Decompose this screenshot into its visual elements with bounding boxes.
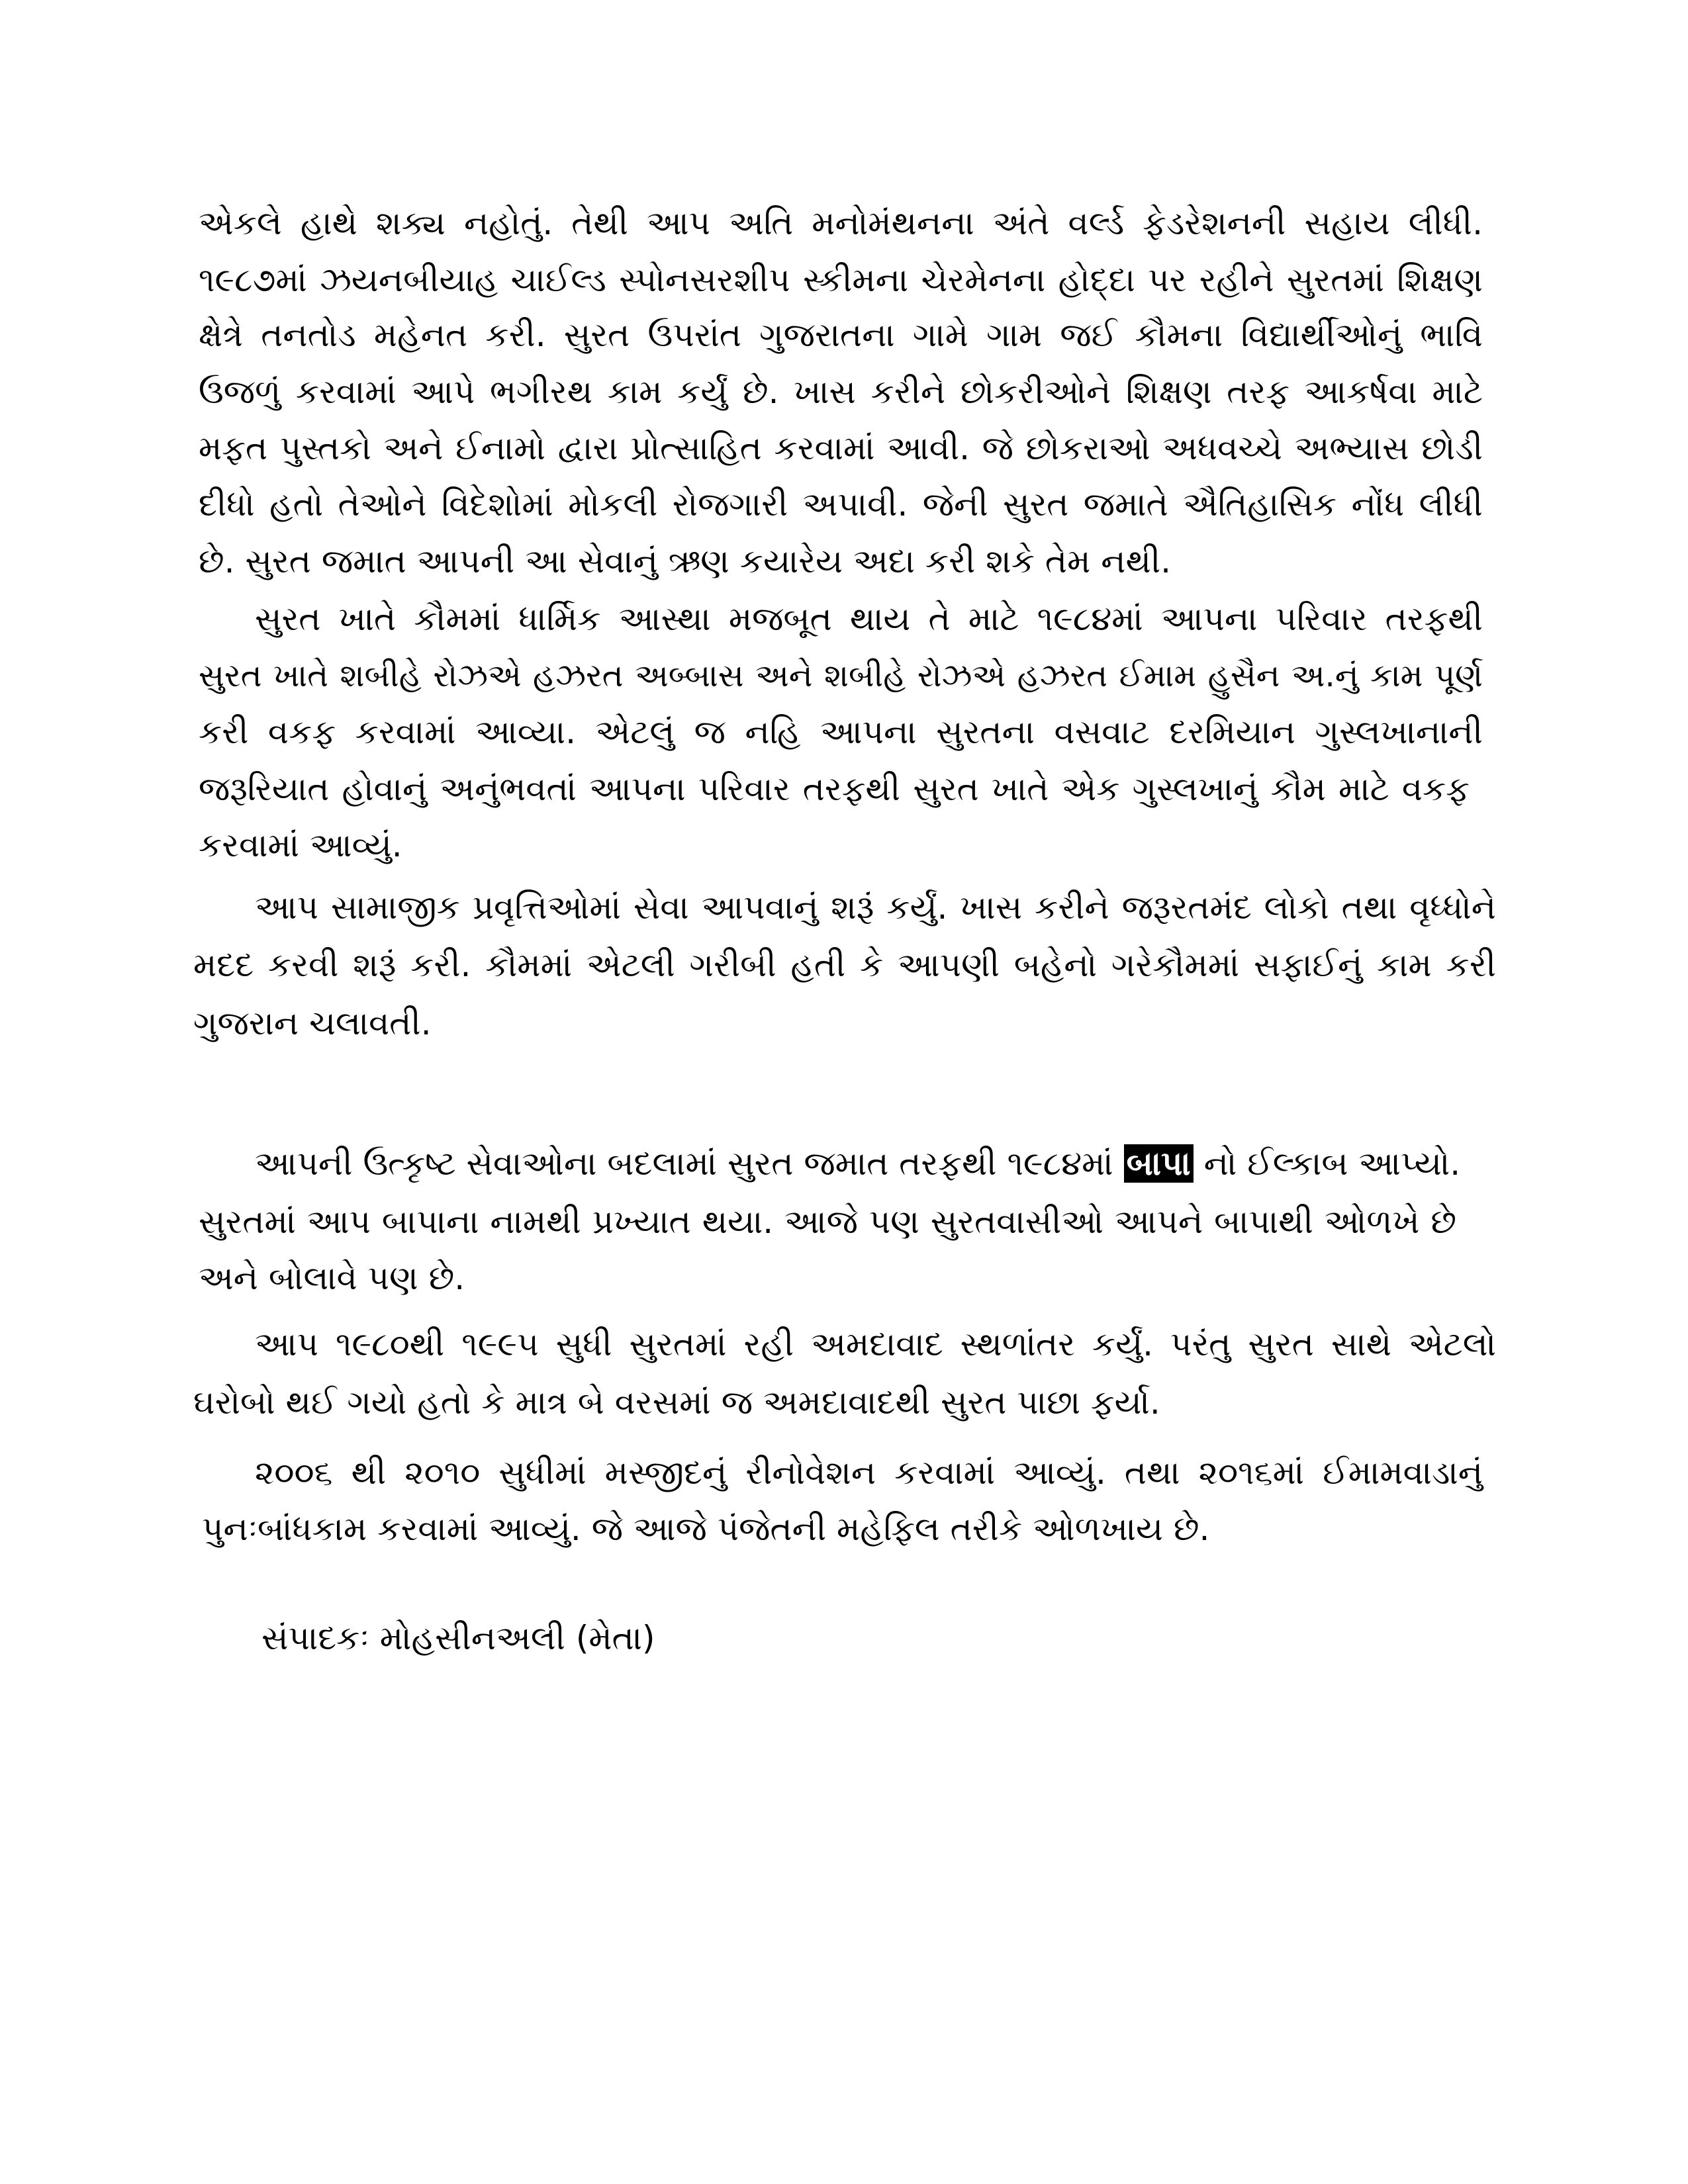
text-line: મફત પુસ્તકો અને ઈનામો દ્વારા પ્રોત્સાહિત કરવામાં આવી. જે છોકરાઓ અધવચ્ચે અભ્યાસ છોડી: [199, 429, 1483, 467]
text-line: ૨૦૦૬ થી ૨૦૧૦ સુધીમાં મસ્જીદનું રીનોવેશન કરવામાં આવ્યું. તથા ૨૦૧૬માં ઈમામવાડાનું: [255, 1453, 1483, 1492]
text-line: [255, 1144, 1479, 1183]
text-line: મદદ કરવી શરૂં કરી. કૌમમાં એટલી ગરીબી હતી કે આપણી બહેનો ગરેકૌમમાં સફાઈનું કામ કરી: [193, 946, 1496, 984]
text-line: દીધો હતો તેઓને વિદેશોમાં મોકલી રોજગારી અપાવી. જેની સુરત જમાતે ઐતિહાસિક નોંધ લીધી: [199, 485, 1483, 523]
editor-signature: સંપાદકઃ મોહસીનઅલી (મેતા): [261, 1619, 655, 1657]
text-line: છે. સુરત જમાત આપની આ સેવાનું ઋણ કયારેય અદા કરી શકે તેમ નથી.: [199, 542, 1172, 580]
text-line: કરવામાં આવ્યું.: [199, 826, 402, 864]
text-line: જરૂરિયાત હોવાનું અનુંભવતાં આપના પરિવાર તરફથી સુરત ખાતે એક ગુસ્લખાનું કૌમ માટે વકફ: [199, 770, 1470, 808]
text-line: ઘરોબો થઈ ગયો હતો કે માત્ર બે વરસમાં જ અમદાવાદથી સુરત પાછા ફર્યા.: [193, 1383, 1160, 1422]
text-span: આપની ઉત્કૃષ્ટ સેવાઓના બદલામાં સુરત જમાત તરફથી ૧૯૮૪માં: [255, 1144, 1124, 1183]
text-line: ગુજરાન ચલાવતી.: [193, 1004, 432, 1042]
text-line: સુરત ખાતે કૌમમાં ધાર્મિક આસ્થા મજબૂત થાય તે માટે ૧૯૮૪માં આપના પરિવાર તરફથી: [255, 600, 1483, 638]
text-line: આપ ૧૯૮૦થી ૧૯૯૫ સુધી સુરતમાં રહી અમદાવાદ સ્થળાંતર કર્યું. પરંતુ સુરત સાથે એટલો: [255, 1325, 1496, 1363]
text-line: સુરતમાં આપ બાપાના નામથી પ્રખ્યાત થયા. આજે પણ સુરતવાસીઓ આપને બાપાથી ઓળખે છે: [199, 1203, 1456, 1241]
text-line: ઉજળું કરવામાં આપે ભગીરથ કામ કર્યું છે. ખાસ કરીને છોકરીઓને શિક્ષણ તરફ આકર્ષવા માટે: [199, 373, 1483, 411]
text-line: સુરત ખાતે શબીહે રોઝએ હઝરત અબ્બાસ અને શબીહે રોઝએ હઝરત ઈમામ હુસૈન અ.નું કામ પૂર્ણ: [199, 657, 1483, 694]
title-highlight: બાપા: [1124, 1144, 1194, 1183]
text-line: ૧૯૮૭માં ઝયનબીયાહ ચાઈલ્ડ સ્પોનસરશીપ સ્કીમના ચેરમેનના હોદ્દા પર રહીને સુરતમાં શિક્ષણ: [199, 261, 1483, 299]
text-line: આપ સામાજીક પ્રવૃત્તિઓમાં સેવા આપવાનું શરૂં કર્યું. ખાસ કરીને જરૂરતમંદ લોકો તથા વૃધ્ધોને: [255, 888, 1496, 927]
text-line: ક્ષેત્રે તનતોડ મહેનત કરી. સુરત ઉપરાંત ગુજરાતના ગામે ગામ જઈ કૌમના વિદ્યાર્થીઓનું ભાવિ: [199, 316, 1483, 354]
text-line: અને બોલાવે પણ છે.: [199, 1259, 465, 1297]
text-span: નો ઈલ્કાબ આપ્યો.: [1193, 1144, 1461, 1183]
text-line: પુનઃબાંધકામ કરવામાં આવ્યું. જે આજે પંજેતની મહેફિલ તરીકે ઓળખાય છે.: [202, 1510, 1210, 1548]
text-line: એકલે હાથે શક્ય નહોતું. તેથી આપ અતિ મનોમંથનના અંતે વર્લ્ડ ફેડરેશનની સહાય લીધી.: [199, 204, 1483, 242]
text-line: કરી વકફ કરવામાં આવ્યા. એટલું જ નહિ આપના સુરતના વસવાટ દરમિયાન ગુસ્લખાનાની: [199, 713, 1483, 751]
